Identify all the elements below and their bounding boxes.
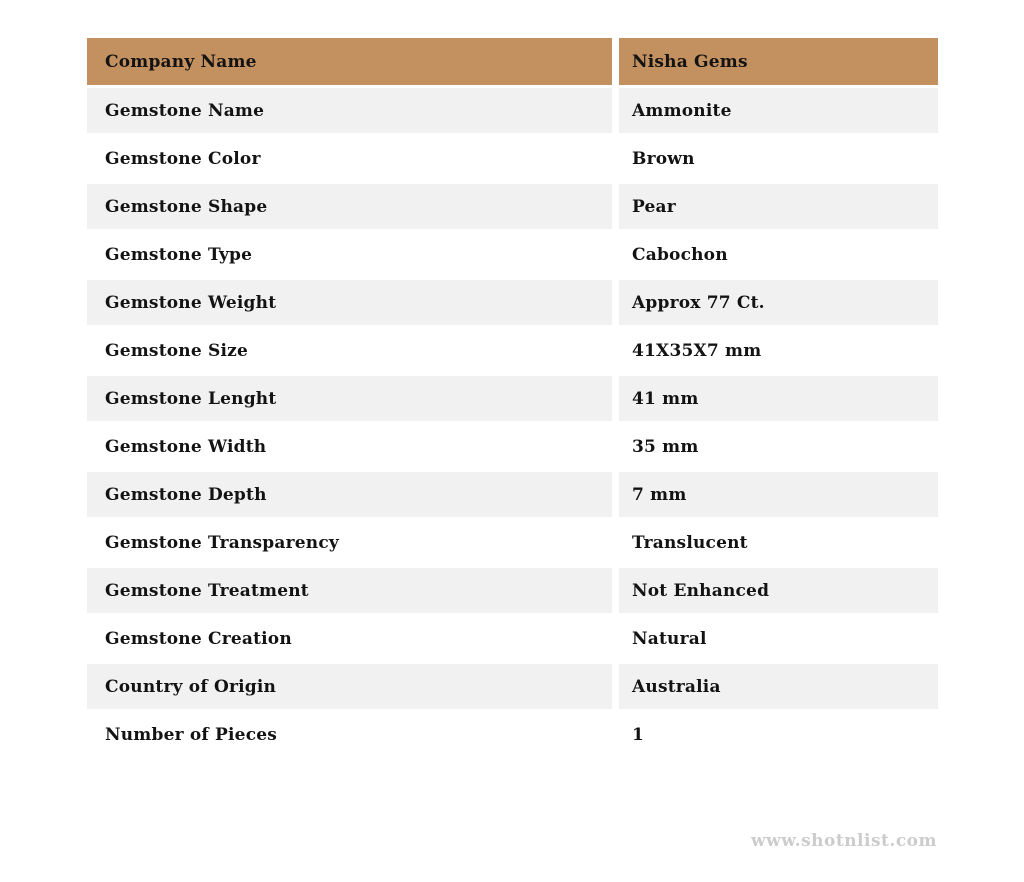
row-value: 7 mm xyxy=(612,472,938,517)
row-value: 1 xyxy=(612,712,938,757)
row-label: Gemstone Creation xyxy=(87,616,612,661)
row-value: Approx 77 Ct. xyxy=(612,280,938,325)
row-label: Gemstone Lenght xyxy=(87,376,612,421)
watermark-text: www.shotnlist.com xyxy=(750,831,937,851)
row-label: Gemstone Shape xyxy=(87,184,612,229)
row-value: Pear xyxy=(612,184,938,229)
row-value: 35 mm xyxy=(612,424,938,469)
row-label: Gemstone Depth xyxy=(87,472,612,517)
table-header-value: Nisha Gems xyxy=(612,38,938,85)
row-label: Gemstone Color xyxy=(87,136,612,181)
table-row xyxy=(87,232,938,280)
table-row xyxy=(87,472,938,520)
row-label: Gemstone Type xyxy=(87,232,612,277)
row-value: Not Enhanced xyxy=(612,568,938,613)
row-label: Country of Origin xyxy=(87,664,612,709)
table-body xyxy=(87,88,938,760)
row-label: Gemstone Width xyxy=(87,424,612,469)
table-header-row xyxy=(87,38,938,88)
row-value: 41 mm xyxy=(612,376,938,421)
table-row xyxy=(87,88,938,136)
table-row xyxy=(87,136,938,184)
row-value: Natural xyxy=(612,616,938,661)
table-row xyxy=(87,712,938,760)
row-label: Gemstone Name xyxy=(87,88,612,133)
table-row xyxy=(87,184,938,232)
row-label: Gemstone Size xyxy=(87,328,612,373)
table-row xyxy=(87,424,938,472)
row-label: Gemstone Treatment xyxy=(87,568,612,613)
table-row xyxy=(87,328,938,376)
table-row xyxy=(87,280,938,328)
row-label: Gemstone Weight xyxy=(87,280,612,325)
row-value: Australia xyxy=(612,664,938,709)
row-label: Number of Pieces xyxy=(87,712,612,757)
table-row xyxy=(87,664,938,712)
row-value: Ammonite xyxy=(612,88,938,133)
table-row xyxy=(87,376,938,424)
table-row xyxy=(87,568,938,616)
table-row xyxy=(87,616,938,664)
table-header-label: Company Name xyxy=(87,38,612,85)
table-row xyxy=(87,520,938,568)
row-value: Brown xyxy=(612,136,938,181)
row-label: Gemstone Transparency xyxy=(87,520,612,565)
row-value: Cabochon xyxy=(612,232,938,277)
row-value: 41X35X7 mm xyxy=(612,328,938,373)
row-value: Translucent xyxy=(612,520,938,565)
gemstone-spec-table xyxy=(87,38,938,760)
